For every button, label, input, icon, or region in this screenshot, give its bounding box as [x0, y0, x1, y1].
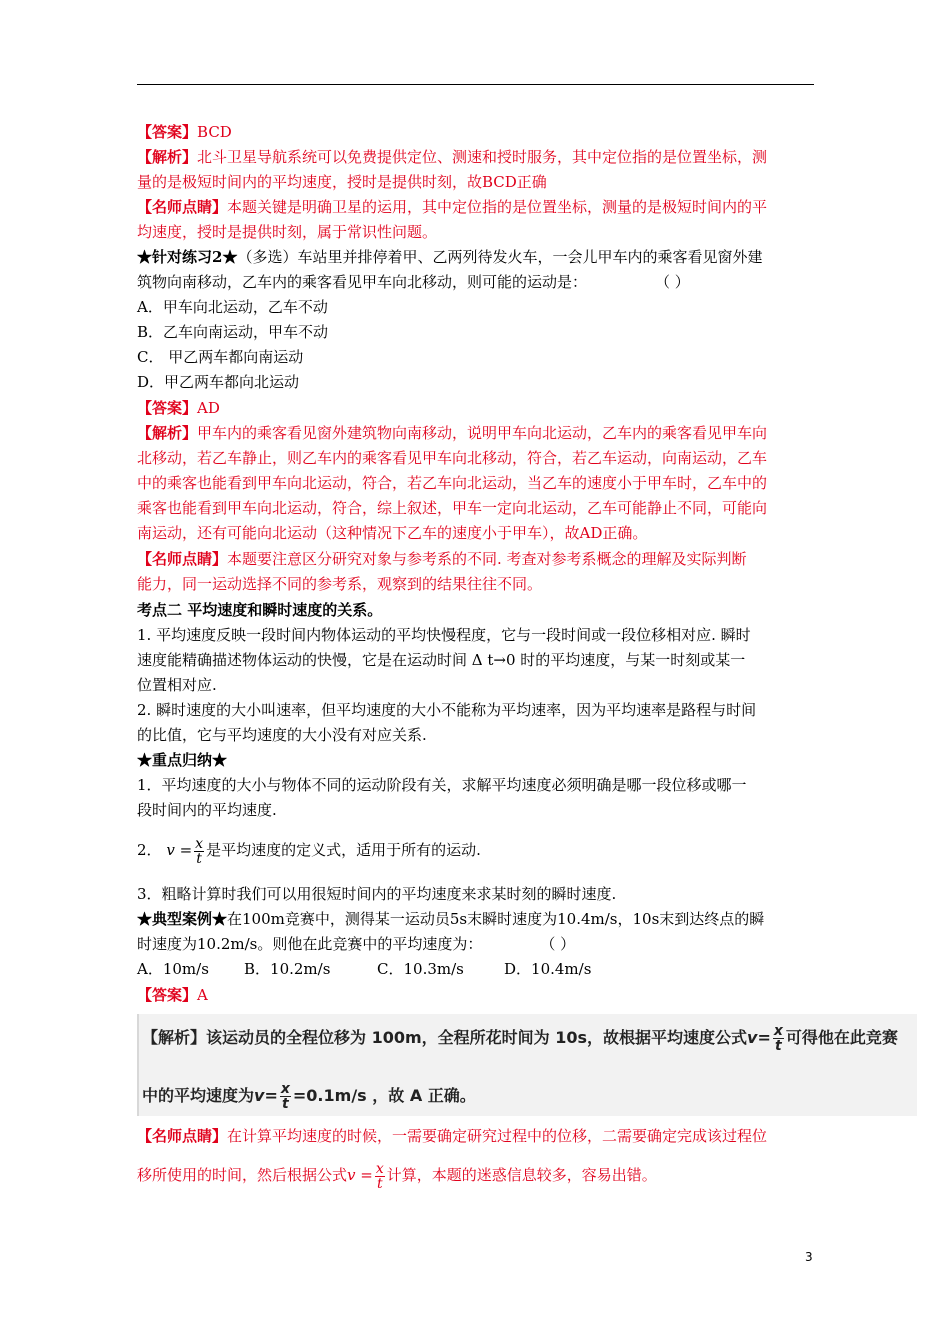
q2-comment-line: 能力，同一运动选择不同的参考系，观察到的结果往往不同。: [137, 575, 543, 593]
kp2-paragraph-line: 速度能精确描述物体运动的快慢，它是在运动时间 Δ t→0 时的平均速度，与某一时刻或某一: [137, 651, 746, 669]
example-comment-line: 移所使用的时间，然后根据公式v = $\frac{x}{t}$ 计算，本题的迷惑信息较多，容易出错。: [137, 1160, 657, 1192]
comment-text: 移所使用的时间，然后根据公式: [137, 1166, 348, 1184]
answer-value: A: [197, 986, 208, 1004]
q2-comment-line: [137, 547, 817, 572]
q2-option-a: A．甲车向北运动，乙车不动: [137, 298, 328, 316]
comment-label: 【名师点睛】: [137, 198, 228, 216]
header-rule: [137, 84, 814, 85]
stem-text: 筑物向南移动，乙车内的乘客看见甲车向北移动，则可能的运动是：: [137, 273, 588, 291]
comment-text: 计算，本题的迷惑信息较多，容易出错。: [386, 1166, 657, 1184]
example-stem: [137, 907, 817, 932]
q2-option-b: B．乙车向南运动，甲车不动: [137, 323, 329, 341]
q1-analysis-line: [137, 145, 817, 170]
q2-stem-line2: [137, 270, 817, 295]
fraction-denominator: t: [196, 850, 202, 867]
practice-title: ★针对练习2★: [137, 248, 238, 266]
option-d: D．10.4m/s: [504, 960, 592, 978]
formula-fraction: [375, 1162, 385, 1191]
scanned-analysis-image: [137, 1014, 917, 1116]
q2-option-d: D．甲乙两车都向北运动: [137, 373, 300, 391]
q2-analysis-line: [137, 421, 817, 446]
analysis-text: 北斗卫星导航系统可以免费提供定位、测速和授时服务，其中定位指的是位置坐标，测: [197, 148, 768, 166]
summary-line: 3．粗略计算时我们可以用很短时间内的平均速度来求某时刻的瞬时速度.: [137, 885, 617, 903]
fraction-numerator: x: [375, 1160, 384, 1177]
formula-fraction: [773, 1024, 784, 1053]
scan-line: 【解析】该运动员的全程位移为 100m，全程所花时间为 10s，故根据平均速度公式v= $\frac{x}{t}$ 可得他在此竞赛: [142, 1023, 898, 1054]
item-number: 2．: [137, 841, 162, 859]
answer-value: AD: [197, 399, 220, 417]
fraction-numerator: x: [280, 1081, 290, 1097]
analysis-label: 【解析】: [137, 424, 198, 442]
formula-description: 是平均速度的定义式，适用于所有的运动.: [206, 841, 481, 859]
comment-label: 【名师点睛】: [137, 550, 228, 568]
comment-text: 在计算平均速度的时候，一需要确定研究过程中的位移，二需要确定完成该过程位: [227, 1127, 768, 1145]
summary-title: ★重点归纳★: [137, 751, 228, 769]
q2-option-c: C． 甲乙两车都向南运动: [137, 348, 304, 366]
q1-comment-line: [137, 195, 817, 220]
q1-analysis-line: 量的是极短时间内的平均速度，授时是提供时刻，故BCD正确: [137, 173, 547, 191]
kp2-paragraph-line: 的比值，它与平均速度的大小没有对应关系.: [137, 726, 427, 744]
answer-label: 【答案】: [137, 986, 198, 1004]
q2-stem: [137, 245, 817, 270]
page-number: 3: [805, 1250, 813, 1264]
q2-analysis-line: 中的乘客也能看到甲车向北运动，符合，若乙车向北运动，当乙车的速度小于甲车时，乙车中的: [137, 474, 768, 492]
scan-line: 中的平均速度为v= $\frac{x}{t}$ =0.1m/s ，故 A 正确。: [142, 1081, 476, 1112]
example-comment-line: [137, 1124, 817, 1149]
formula-v: v: [747, 1028, 758, 1047]
kp2-paragraph-line: 位置相对应.: [137, 676, 217, 694]
option-c: C．10.3m/s: [377, 960, 464, 978]
fraction-denominator: t: [376, 1175, 383, 1192]
fraction-denominator: t: [775, 1038, 782, 1054]
scan-text: =0.1m/s ，故 A 正确。: [292, 1086, 476, 1105]
comment-text: 本题要注意区分研究对象与参考系的不同. 考查对参考系概念的理解及实际判断: [227, 550, 747, 568]
q2-analysis-line: 南运动，还有可能向北运动（这种情况下乙车的速度小于甲车），故AD正确。: [137, 524, 648, 542]
option-b: B．10.2m/s: [244, 960, 331, 978]
q2-answer: [137, 396, 817, 421]
summary-formula-line: [137, 830, 817, 870]
q1-answer: [137, 120, 817, 145]
q2-analysis-line: 北移动，若乙车静止，则乙车内的乘客看见甲车向北移动，符合，若乙车运动，向南运动，乙车: [137, 449, 768, 467]
answer-value: BCD: [197, 123, 232, 141]
kp2-paragraph-line: 1. 平均速度反映一段时间内物体运动的平均快慢程度，它与一段时间或一段位移相对应. 瞬时: [137, 626, 751, 644]
answer-label: 【答案】: [137, 123, 198, 141]
answer-label: 【答案】: [137, 399, 198, 417]
summary-line: 1．平均速度的大小与物体不同的运动阶段有关，求解平均速度必须明确是哪一段位移或哪一: [137, 776, 747, 794]
fraction-denominator: t: [282, 1096, 289, 1112]
formula-fraction: [194, 837, 204, 866]
formula-equals: =: [174, 841, 193, 859]
q1-comment-line: 均速度，授时是提供时刻，属于常识性问题。: [137, 223, 438, 241]
scan-text: 中的平均速度为: [142, 1086, 255, 1105]
stem-text: 在100m竞赛中，测得某一运动员5s末瞬时速度为10.4m/s，10s末到达终点的瞬: [227, 910, 765, 928]
fraction-numerator: x: [195, 835, 204, 852]
section-heading: 考点二 平均速度和瞬时速度的关系。: [137, 601, 383, 619]
q2-analysis-line: 乘客也能看到甲车向北运动，符合，综上叙述，甲车一定向北运动，乙车可能静止不同，可能向: [137, 499, 768, 517]
formula-v: v: [347, 1166, 356, 1184]
analysis-label: 【解析】: [137, 148, 198, 166]
scan-text: 【解析】该运动员的全程位移为 100m，全程所花时间为 10s，故根据平均速度公式: [142, 1028, 748, 1047]
example-options: [137, 957, 817, 982]
comment-text: 本题关键是明确卫星的运用，其中定位指的是位置坐标，测量的是极短时间内的平: [227, 198, 768, 216]
formula-fraction: [280, 1082, 291, 1111]
comment-label: 【名师点睛】: [137, 1127, 228, 1145]
stem-text: （多选）车站里并排停着甲、乙两列待发火车，一会儿甲车内的乘客看见窗外建: [237, 248, 763, 266]
scan-text: 可得他在此竞赛: [785, 1028, 898, 1047]
summary-line: 段时间内的平均速度.: [137, 801, 277, 819]
fraction-numerator: x: [773, 1023, 783, 1039]
option-a: A．10m/s: [137, 960, 209, 978]
answer-blank: （ ）: [540, 935, 576, 953]
formula-v: v: [166, 841, 175, 859]
example-title: ★典型案例★: [137, 910, 228, 928]
analysis-text: 甲车内的乘客看见窗外建筑物向南移动，说明甲车向北运动，乙车内的乘客看见甲车向: [197, 424, 768, 442]
example-stem-line2: [137, 932, 817, 957]
formula-v: v: [254, 1086, 265, 1105]
stem-text: 时速度为10.2m/s。则他在此竞赛中的平均速度为：: [137, 935, 483, 953]
answer-blank: （ ）: [655, 273, 690, 291]
kp2-paragraph-line: 2. 瞬时速度的大小叫速率，但平均速度的大小不能称为平均速率，因为平均速率是路程与时间: [137, 701, 757, 719]
example-answer: [137, 983, 817, 1008]
